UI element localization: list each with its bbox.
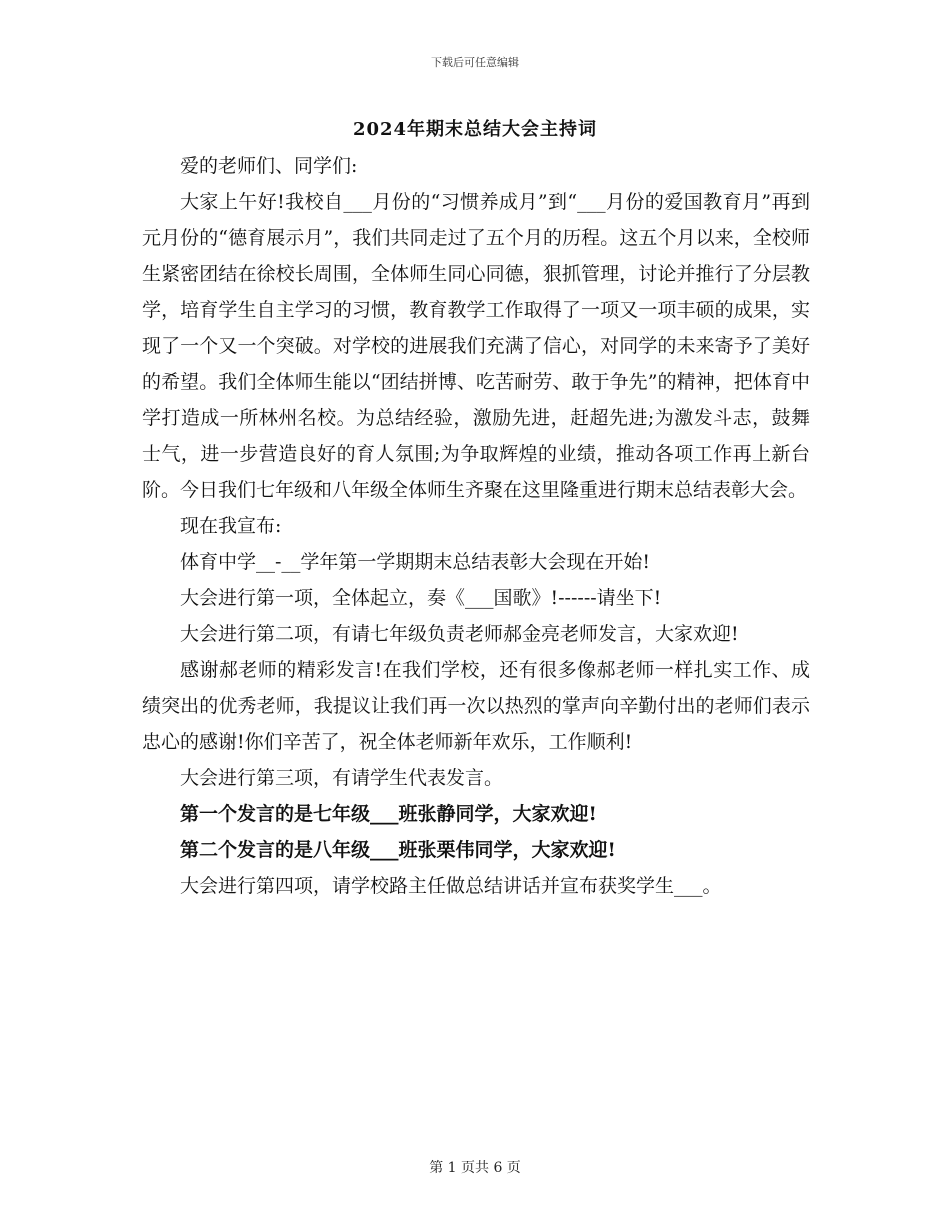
paragraph-item-3: 大会进行第三项，有请学生代表发言。 bbox=[180, 767, 504, 789]
document-body bbox=[142, 148, 810, 904]
paragraph-thanks: 感谢郝老师的精彩发言!在我们学校，还有很多像郝老师一样扎实工作、成绩突出的优秀老师，我提议让我们再一次以热烈的掌声向辛勤付出的老师们表示忠心的感谢!你们辛苦了，祝全体老师新年欢乐，工作顺利! bbox=[142, 659, 810, 753]
paragraph-speaker-2: 第二个发言的是八年级___班张栗伟同学，大家欢迎! bbox=[180, 839, 616, 861]
paragraph-announce: 现在我宣布: bbox=[180, 515, 282, 537]
paragraph-item-1: 大会进行第一项，全体起立，奏《___国歌》!------请坐下! bbox=[180, 587, 662, 609]
paragraph-greeting: 爱的老师们、同学们: bbox=[180, 155, 358, 177]
page-number: 第 1 页共 6 页 bbox=[429, 1160, 521, 1176]
paragraph-item-2: 大会进行第二项，有请七年级负责老师郝金亮老师发言，大家欢迎! bbox=[180, 623, 739, 645]
header-note: 下载后可任意编辑 bbox=[431, 56, 519, 69]
paragraph-speaker-1: 第一个发言的是七年级___班张静同学，大家欢迎! bbox=[180, 803, 597, 825]
paragraph-item-4: 大会进行第四项，请学校路主任做总结讲话并宣布获奖学生___。 bbox=[180, 875, 722, 897]
document-title: 2024年期末总结大会主持词 bbox=[352, 119, 598, 140]
paragraph-start: 体育中学__-__学年第一学期期末总结表彰大会现在开始! bbox=[180, 551, 651, 573]
paragraph-opening: 大家上午好!我校自___月份的“习惯养成月”到“___月份的爱国教育月”再到元月份的“德育展示月”，我们共同走过了五个月的历程。这五个月以来，全校师生紧密团结在徐校长周围，全体师生同心同德，狠抓管理，讨论并推行了分层教学，培育学生自主学习的习惯，教育教学工作取得了一项又一项丰硕的成果，实现了一个又一个突破。对学校的进展我们充满了信心，对同学的未来寄予了美好的希望。我们全体师生能以“团结拼博、吃苦耐劳、敢于争先”的精神，把体育中学打造成一所林州名校。为总结经验，激励先进，赶超先进;为激发斗志，鼓舞士气，进一步营造良好的育人氛围;为争取辉煌的业绩，推动各项工作再上新台阶。今日我们七年级和八年级全体师生齐聚在这里隆重进行期末总结表彰大会。 bbox=[142, 191, 810, 501]
